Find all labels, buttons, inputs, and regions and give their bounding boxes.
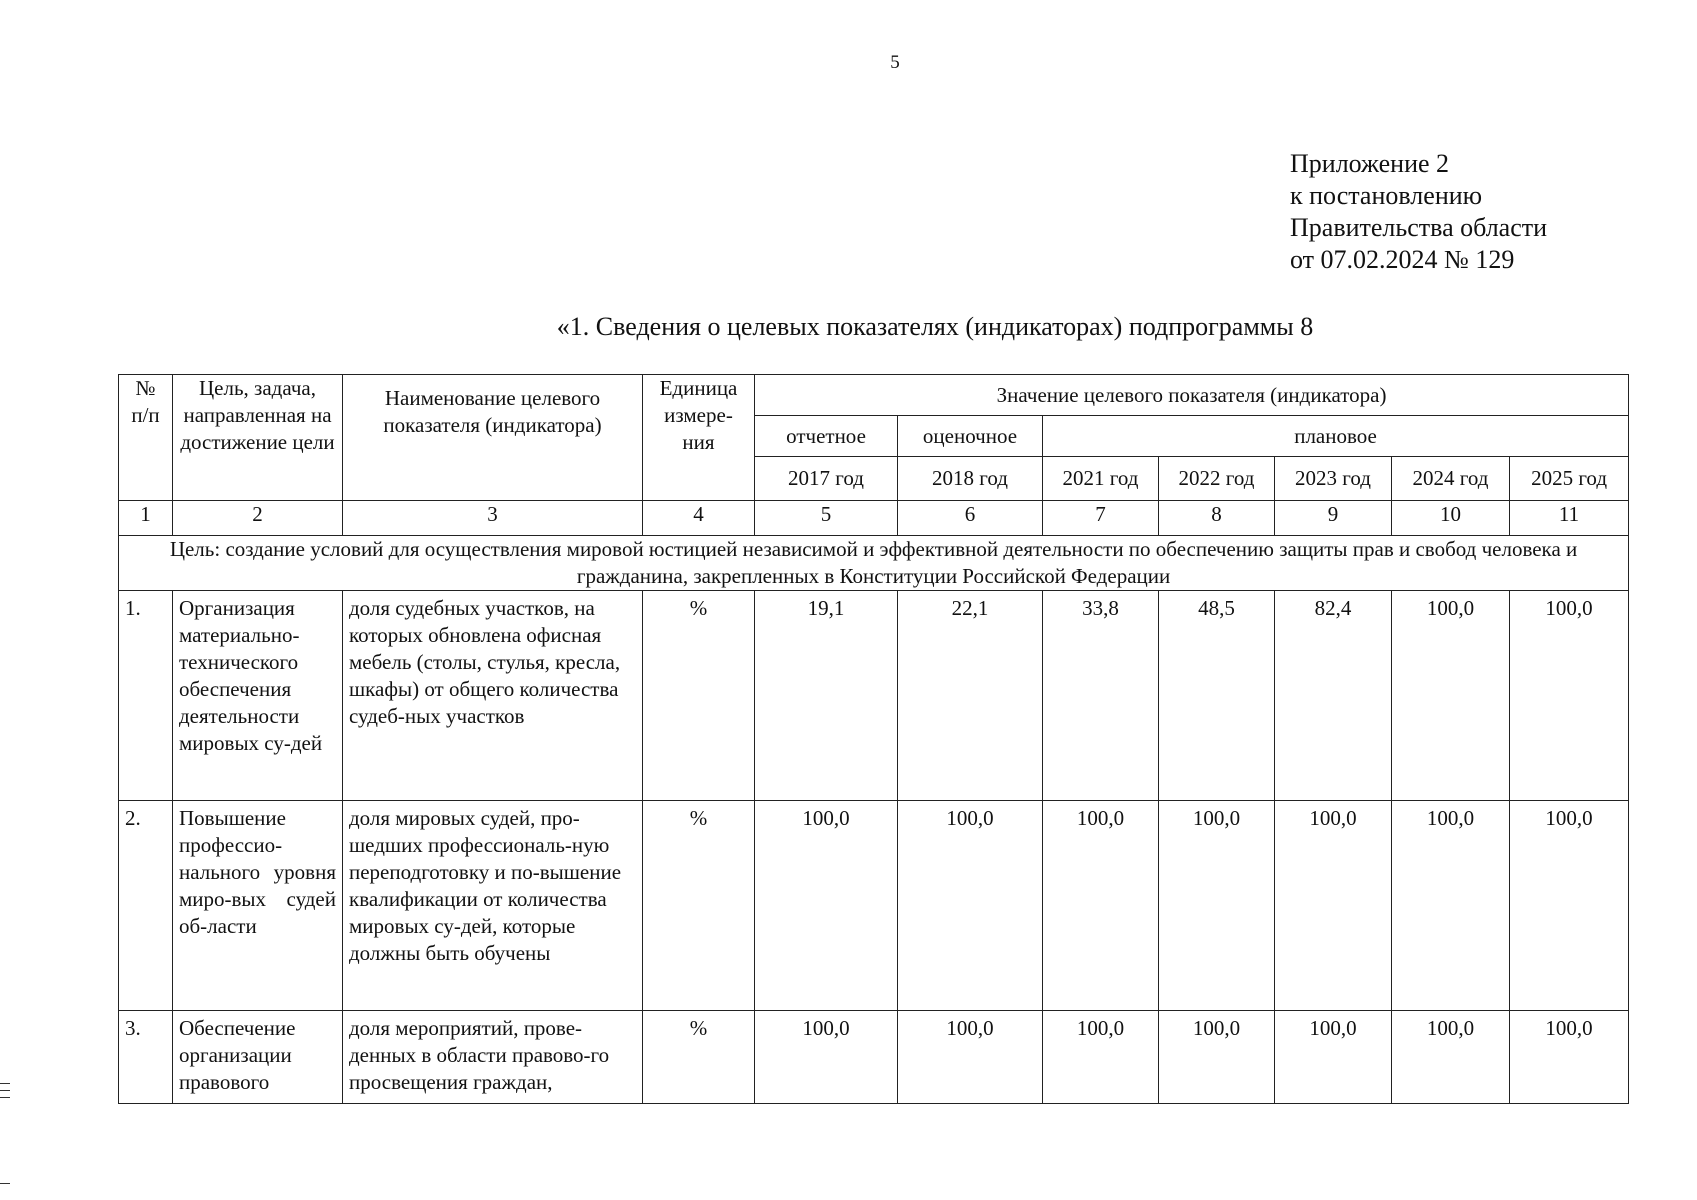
header-year: 2025 год [1510, 457, 1629, 501]
appendix-line-2: к постановлению [1290, 181, 1483, 210]
row-value: 100,0 [1392, 591, 1510, 801]
column-number: 6 [898, 501, 1043, 536]
row-value: 100,0 [898, 1011, 1043, 1104]
appendix-line-4: от 07.02.2024 № 129 [1290, 245, 1515, 274]
row-indicator: доля судебных участков, на которых обновлена офисная мебель (столы, стулья, кресла, шкафы) от общего количества судеб-ных участков [343, 591, 643, 801]
row-value: 100,0 [1392, 1011, 1510, 1104]
row-number: 2. [119, 801, 173, 1011]
row-value: 100,0 [1043, 801, 1159, 1011]
row-number: 1. [119, 591, 173, 801]
header-estimated: оценочное [898, 416, 1043, 457]
row-value: 100,0 [1159, 1011, 1275, 1104]
row-unit: % [643, 591, 755, 801]
column-number: 2 [173, 501, 343, 536]
table-row [119, 801, 1629, 1011]
header-goal: Цель, задача, направленная на достижение цели [173, 375, 343, 501]
row-value: 100,0 [1275, 1011, 1392, 1104]
row-number: 3. [119, 1011, 173, 1104]
table-row [119, 591, 1629, 801]
goal-text: Цель: создание условий для осуществления мировой юстицией независимой и эффективной деятельности по обеспечению защиты прав и свобод человека и гражданина, закрепленных в Конституции Российской Федерации [119, 536, 1629, 591]
row-value: 100,0 [1275, 801, 1392, 1011]
row-value: 100,0 [1392, 801, 1510, 1011]
page-number: 5 [890, 52, 900, 73]
header-year: 2023 год [1275, 457, 1392, 501]
column-number: 4 [643, 501, 755, 536]
row-value: 48,5 [1159, 591, 1275, 801]
row-indicator: доля мероприятий, прове-денных в области правово-го просвещения граждан, [343, 1011, 643, 1104]
table-row [119, 1011, 1629, 1104]
row-unit: % [643, 801, 755, 1011]
row-task: Обеспечение организации правового [173, 1011, 343, 1104]
column-number-row [119, 501, 1629, 536]
column-number: 1 [119, 501, 173, 536]
appendix-line-3: Правительства области [1290, 213, 1548, 242]
column-number: 9 [1275, 501, 1392, 536]
scan-mark [0, 1090, 10, 1091]
row-value: 22,1 [898, 591, 1043, 801]
column-number: 8 [1159, 501, 1275, 536]
row-indicator: доля мировых судей, про-шедших профессиональ-ную переподготовку и по-вышение квалификации от количества мировых су-дей, которые должны быть обучены [343, 801, 643, 1011]
header-year: 2021 год [1043, 457, 1159, 501]
goal-row [119, 536, 1629, 591]
document-title: «1. Сведения о целевых показателях (индикаторах) подпрограммы 8 [556, 312, 1314, 341]
column-number: 11 [1510, 501, 1629, 536]
row-unit: % [643, 1011, 755, 1104]
column-number: 5 [755, 501, 898, 536]
header-year: 2022 год [1159, 457, 1275, 501]
scan-mark [0, 1097, 10, 1098]
header-value-group: Значение целевого показателя (индикатора) [755, 375, 1629, 416]
row-value: 100,0 [755, 1011, 898, 1104]
header-year: 2017 год [755, 457, 898, 501]
appendix-line-1: Приложение 2 [1290, 149, 1450, 178]
row-value: 100,0 [898, 801, 1043, 1011]
header-reported: отчетное [755, 416, 898, 457]
column-number: 10 [1392, 501, 1510, 536]
header-indicator: Наименование целевого показателя (индикатора) [343, 375, 643, 501]
indicators-table [118, 374, 1629, 1104]
row-task: Повышение профессио-нального уровня миро-вых судей об-ласти [173, 801, 343, 1011]
header-planned: плановое [1043, 416, 1629, 457]
header-num: № п/п [119, 375, 173, 501]
header-year: 2024 год [1392, 457, 1510, 501]
scan-mark [0, 1083, 10, 1084]
row-value: 33,8 [1043, 591, 1159, 801]
row-task: Организация материально-технического обеспечения деятельности мировых су-дей [173, 591, 343, 801]
column-number: 3 [343, 501, 643, 536]
row-value: 82,4 [1275, 591, 1392, 801]
scan-mark [0, 1183, 10, 1184]
row-value: 100,0 [1510, 591, 1629, 801]
row-value: 100,0 [1510, 801, 1629, 1011]
column-number: 7 [1043, 501, 1159, 536]
header-unit: Единица измере-ния [643, 375, 755, 501]
row-value: 100,0 [1043, 1011, 1159, 1104]
row-value: 100,0 [755, 801, 898, 1011]
row-value: 100,0 [1510, 1011, 1629, 1104]
row-value: 100,0 [1159, 801, 1275, 1011]
header-year: 2018 год [898, 457, 1043, 501]
appendix-block [1290, 148, 1547, 276]
row-value: 19,1 [755, 591, 898, 801]
